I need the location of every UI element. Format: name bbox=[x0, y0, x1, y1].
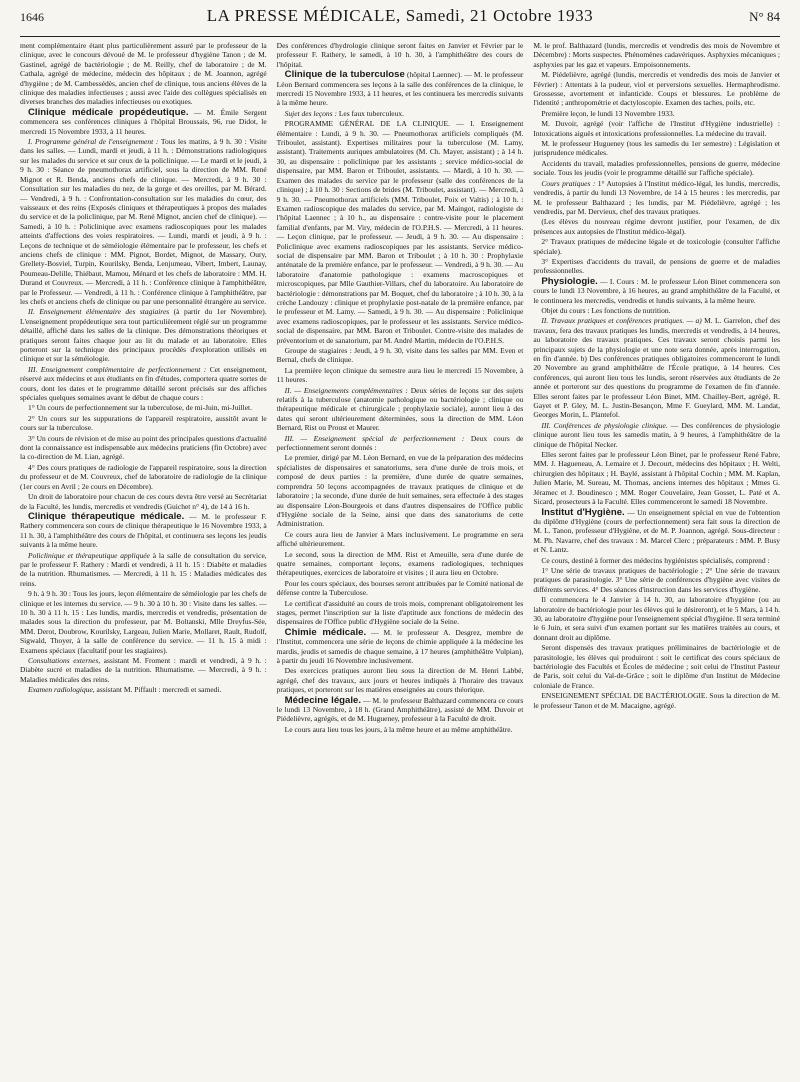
paragraph-text: 2° Travaux pratiques de médecine légale et de toxicologie (consulter l'affiche spéciale). bbox=[533, 237, 781, 256]
section-heading: Clinique de la tuberculose bbox=[284, 69, 405, 81]
body-paragraph bbox=[277, 530, 524, 549]
article-columns bbox=[14, 37, 786, 735]
body-paragraph bbox=[533, 556, 780, 565]
subheading-italic: III. Enseignement complémentaire de perfectionnement : bbox=[28, 364, 207, 374]
body-paragraph bbox=[533, 595, 780, 642]
body-paragraph bbox=[277, 725, 524, 734]
paragraph-text: Le premier, dirigé par M. Léon Bernard, en vue de la préparation des médecins spécialistes de dispensaires et sanatoriums, sera d'une durée de trois mois, et composé de deux parties : la première, d'une durée de quatre semaines, comprendra 50 leçons accompagnées de travaux pratiques de clinique et de laboratoire ; la seconde, d'une durée de huit semaines, sera effectuée à des stages au dispensaire Léon-Bourgeois et dans d'autres dispensaires de l'Office public d'Hygiène sociale de la Seine, ainsi que dans des sanatoriums de cette Administration. bbox=[276, 453, 524, 529]
body-paragraph bbox=[533, 643, 780, 690]
section-heading: Clinique médicale propédeutique. bbox=[28, 106, 189, 118]
paragraph-text: Ce cours aura lieu de Janvier à Mars inclusivement. Le programme en sera affiché ultérieurement. bbox=[276, 529, 524, 549]
body-paragraph bbox=[533, 109, 780, 118]
body-paragraph bbox=[20, 307, 267, 363]
body-paragraph bbox=[533, 119, 780, 138]
paragraph-text: Cet enseignement, réservé aux médecins et aux étudiants en fin d'études, comportera quatre sortes de cours, dont les dates et le programme détaillé seront précisés sur des affiches spéciales quelques semaines avant le début de chaque cours : bbox=[20, 364, 267, 403]
subheading-italic: Policlinique et thérapeutique appliquée bbox=[28, 550, 150, 560]
paragraph-text: M. L. Garrelon, chef des travaux, fera des travaux pratiques les lundis, mercredis et vendredis, à 14 heures, au laboratoire des travaux pratiques. Ces travaux seront choisis parmi les principaux sujets de la physiologie et une note sera donnée, après interrogation, en fin d'année. b) Des conférences pratiques obligatoires commenceront le lundi 20 Novembre au grand amphithéâtre de l'École pratique, à 14 heures. Ces conférences, qui auront lieu tous les lundis, seront réservées aux étudiants de 2e année et porteront sur des questions du programme de l'examen de fin d'année. Elles seront faites par le professeur Léon Binet, MM. Chailley-Bert, agrégé, R. Gayet et P. Gley, M. L. Justin-Besançon, Mme F. Gueylard, MM. M. Landat, Georges Morin, L. Plantefol. bbox=[533, 316, 781, 420]
paragraph-text: Tous les matins, à 9 h. 30 : Visite dans les salles. — Lundi, mardi et jeudi, à 11 h. : Démonstrations radiologiques sur les malades du service et sur ceux de la policlinique. — Le mardi et le jeudi, à 9 h. 30 : Séance de pneumothorax artificiel, sous la direction de MM. René Mignot et R. Benda, anciens chefs de clinique. — Mercredi, à 9 h. 30 : Consultation sur les maladies du nez, de la gorge et des oreilles, par M. Bérard. — Vendredi, à 9 h. : Confrontation-consultation sur les maladies du cœur, des vaisseaux et des reins (Exposés cliniques et thérapeutiques à propos des malades du service et de la policlinique, par M. René Mignot, ancien chef de clinique). — Samedi, à 10 h. : Policlinique avec examens radioscopiques pour les malades atteints d'affections des voies respiratoires. — Lundi, mardi et jeudi, à 9 h. : Leçons de technique et de séméiologie élémentaire par le professeur, les chefs et anciens chefs de clinique : MM. Pignot, Bordet, Mignot, de Massary, Oury, Grellety-Bosviel, Turpin, Kourilsky, Benda, Lenjumeau, Vibert, Imbert, Launay, Poumeau-Delille, Thiébaut, Mamou, Ménard et les chefs de laboratoire : MM. H. Durand et Couvreux. — Mercredi, à 11 h. : Conférence clinique à l'amphithéâtre, par le Professeur. — Vendredi, à 11 h. : Conférence clinique à l'amphithéâtre, par les chefs et anciens chefs de clinique ou par une personnalité étrangère au service. bbox=[20, 137, 267, 306]
body-paragraph bbox=[277, 579, 524, 598]
section-paragraph bbox=[533, 277, 780, 305]
paragraph-text: Il commencera le 4 Janvier à 14 h. 30, au laboratoire d'hygiène (ou au laboratoire de bactériologie pour les élèves qui le désireront), et le 5 Mars, à 14 h. 30, au laboratoire d'hygiène pour l'enseignement spécial d'hygiène. Il sera terminé le 6 Juin, et sera suivi d'un examen portant sur les matières traitées au cours, et donnant droit au diplôme. bbox=[533, 595, 781, 642]
body-paragraph bbox=[277, 41, 524, 69]
paragraph-text: ment complémentaire étant plus particulièrement assuré par le professeur de la clinique, avec le concours dévoué de M. le professeur d'hygiène Tanon ; de M. Gastinel, agrégé de bactériologie ; de M. Reilly, chef de laboratoire ; de M. Cathala, agrégé de médecine, médecin des hôpitaux ; de M. Joannon, agrégé d'hygiène ; de M. Cambessédès, ancien chef de clinique, tous anciens élèves de la clinique des maladies infectieuses ; aussi avec l'aide des collègues spécialisés en diverses branches des maladies infectieuses ou exotiques. bbox=[20, 41, 267, 107]
paragraph-text: — M. Émile Sergent commencera ses conférences cliniques à l'hôpital Broussais, 96, rue Didot, le mercredi 15 Novembre 1933, à 11 heures. bbox=[20, 107, 267, 136]
body-paragraph bbox=[277, 599, 524, 627]
section-heading: Chimie médicale. bbox=[284, 626, 367, 638]
paragraph-text: Ce cours, destiné à former des médecins hygiénistes spécialisés, comprend : bbox=[541, 555, 770, 565]
paragraph-text: Des conférences d'hydrologie clinique seront faites en Janvier et Février par le professeur F. Rathery, le samedi, à 10 h. 30, à l'amphithéâtre des cours de l'hôpital. bbox=[276, 41, 524, 69]
section-heading: Médecine légale. bbox=[284, 694, 362, 706]
body-paragraph bbox=[533, 306, 780, 315]
body-paragraph bbox=[533, 316, 780, 419]
body-paragraph bbox=[20, 551, 267, 589]
paragraph-text: (à partir du 1er Novembre). L'enseignement propédeutique sera tout particulièrement réglé sur un programme détaillé, affiché dans les salles de la clinique. Des démonstrations théoriques et pratiques seront faites chaque jour au lit du malade et au laboratoire. Elles porteront sur la technique des principaux procédés d'exploration utilisés en clinique et sur la séméiologie. bbox=[20, 307, 267, 364]
body-paragraph bbox=[20, 463, 267, 491]
paragraph-text: Un droit de laboratoire pour chacun de ces cours devra être versé au Secrétariat de la Faculté, les lundis, mercredis et vendredis (Guichet n° 4), de 14 à 16 h. bbox=[20, 492, 267, 511]
body-paragraph bbox=[277, 386, 524, 433]
section-paragraph bbox=[277, 696, 524, 724]
body-paragraph bbox=[533, 566, 780, 594]
paragraph-text: PROGRAMME GÉNÉRAL DE LA CLINIQUE. — I. Enseignement élémentaire : Lundi, à 9 h. 30. — Pneumothorax artificiels compliqués (M. Triboulet, assistant). Expertises militaires pour la tuberculose (M. Lamy, assistant). Traitements auriques ambulatoires (M. Ch. Mayer, assistant) ; à 14 h. 30, au dispensaire : policlinique par les assistants ; service médico-social de dispensaire, par MM. Baron et Triboulet, assistants. — Mardi, à 10 h. 30. — Examen des malades du service par le professeur (salle des conférences de la clinique) ; à 10 h. 30 : Sections de brides (M. Triboulet, assistant). — Mercredi, à 9 h. 30. — Pneumothorax artificiels (MM. Triboulet, Poix et Valtis) ; à 10 h. : Examen radioscopique des malades du service, par M. Maingot, radiologiste de l'hôpital Laennec ; à 10 h., au dispensaire : contre-visite pour le placement familial d'enfants, par M. Viry, médecin de l'O.P.H.S. — Mercredi, à 11 heures. — Leçon clinique, par le professeur. — Jeudi, à 9 h. 30. — Au dispensaire : Policlinique avec examens radioscopiques par les assistants. Service médico-social de dispensaire par MM. Baron et Triboulet ; à 10 h. 30 : Prophylaxie anténatale de la première enfance, par le professeur. — Vendredi, à 9 h. 30. — Au laboratoire d'anatomie pathologique : examens macroscopiques et microscopiques, par Mlle Gauthier-Villars, chef du laboratoire. Au laboratoire de bactériologie : démonstrations par M. Boquet, chef du laboratoire ; à 10 h. 30, à la crèche Landouzy : clinique et prophylaxie post-natale de la première enfance, par le professeur et M. Lamy. — Samedi, à 9 h. 30. — Au dispensaire : Policlinique avec examens radioscopiques, par le professeur et les assistants. Service médico-social de dispensaire, par MM. Baron et Triboulet. Contre-visite des malades de préventorium et de sanatorium, par M. André Martin, médecin de l'O.P.H.S. bbox=[276, 119, 524, 345]
body-paragraph bbox=[20, 414, 267, 433]
body-paragraph bbox=[20, 589, 267, 655]
paragraph-text: — Un enseignement spécial en vue de l'obtention du diplôme d'Hygiène (cours de perfectionnement) sera fait sous la direction de M. L. Tanon, professeur d'Hygiène, et de M. P. Joannon, agrégé. Sous-directeur : M. Ph. Navarre, chef des travaux : M. Marcel Clerc ; préparateurs : MM. P. Busy et N. Lantz. bbox=[533, 507, 781, 555]
issue-number: N° 84 bbox=[749, 9, 780, 24]
paragraph-text: M. Duvoir, agrégé (voir l'affiche de l'Institut d'Hygiène industrielle) : Intoxications aiguës et intoxications professionnelles. La médecine du travail. bbox=[533, 119, 781, 138]
paragraph-text: Objet du cours : Les fonctions de nutrition. bbox=[541, 305, 671, 315]
journal-title bbox=[90, 6, 710, 26]
column-left bbox=[20, 41, 267, 735]
section-paragraph bbox=[20, 512, 267, 550]
body-paragraph bbox=[533, 139, 780, 158]
paragraph-text: La première leçon clinique du semestre aura lieu le mercredi 15 Novembre, à 11 heures. bbox=[276, 365, 524, 385]
paragraph-text: Première leçon, le lundi 13 Novembre 1933. bbox=[541, 108, 675, 118]
paragraph-text: 1° Un cours de perfectionnement sur la tuberculose, de mi-Juin, mi-Juillet. bbox=[28, 403, 252, 413]
column-right bbox=[533, 41, 780, 735]
paragraph-text: 9 h. à 9 h. 30 : Tous les jours, leçon élémentaire de séméiologie par les chefs de clinique et les internes du service. — 9 h. 30 à 10 h. 30 : Visite dans les salles. — 10 h. 30 à 11 h. 15 : Les lundis, mardis, mercredis et vendredis, présentation de malades sous la direction du professeur, par M. Boltanski, Mlle Dreyfus-Sée, MM. Derot, Doubrow, Kourilsky, Largeau, Julien Marie, Mollaret, Rault, Rudolf, Sigwald, Thoyer, à la salle de conférence du service. — 11 h. 15 à midi : Examens spéciaux (facultatif pour les stagiaires). bbox=[20, 589, 267, 655]
body-paragraph bbox=[277, 119, 524, 345]
paragraph-text: Pour les cours spéciaux, des bourses seront attribuées par le Comité national de défense contre la Tuberculose. bbox=[276, 578, 524, 598]
subheading-italic: II. — Enseignements complémentaires : bbox=[284, 385, 408, 395]
paragraph-text: Elles seront faites par le professeur Léon Binet, par le professeur René Fabre, MM. J. Hagueneau, A. Lemaire et J. Decourt, médecins des hôpitaux ; H. Welti, chirurgien des hôpitaux ; H. Baylé, assistant à l'hôpital Cochin ; MM. M. Kaplan, Julien Marie, M. Sureau, M. Thomas, anciens internes des hôpitaux ; Mmes G. Jéramec et J. Boudinesco ; MM. Roger Couvelaire, Jean Gosset, L. Paté et A. Sicard, prosecteurs à la Faculté. Elles commenceront le samedi 18 Novembre. bbox=[533, 450, 781, 507]
page-number: 1646 bbox=[20, 10, 44, 24]
body-paragraph bbox=[277, 550, 524, 578]
subheading-italic: II. Travaux pratiques et conférences pratiques. — a) bbox=[541, 316, 702, 326]
section-heading: Physiologie. bbox=[541, 275, 598, 287]
paragraph-text: M. le prof. Balthazard (lundis, mercredis et vendredis des mois de Novembre et Décembre) : Morts suspectes. Phénomènes cadavériques. Asphyxies mécaniques ; asphyxies par les gaz et vapeurs. Empoisonnements. bbox=[533, 41, 781, 69]
section-heading: Clinique thérapeutique médicale. bbox=[28, 510, 185, 522]
body-paragraph bbox=[533, 70, 780, 108]
body-paragraph bbox=[20, 434, 267, 462]
paragraph-text: Seront dispensés des travaux pratiques préliminaires de bactériologie et de parasitologie, les élèves qui produiront : soit le certificat des cours spéciaux de bactériologie des Facultés et Écoles de médecine ; soit celui de l'Institut Pasteur de Paris, soit celui du Val-de-Grâce ; soit le diplôme d'un Institut de Médecine coloniale de France. bbox=[533, 643, 781, 690]
section-paragraph bbox=[277, 628, 524, 666]
subheading-italic: Cours pratiques : bbox=[541, 178, 596, 188]
paragraph-text: 4° Des cours pratiques de radiologie de l'appareil respiratoire, sous la direction du professeur et de M. Couvreux, chef de laboratoire de radiologie de la clinique (1er cours en Avril ; 2e cours en Décembre). bbox=[20, 462, 267, 491]
paragraph-text: Des exercices pratiques auront lieu sous la direction de M. Henri Labbé, agrégé, chef des travaux, aux jours et heures indiqués à l'horaire des travaux pratiques, et porteront sur les matières enseignées au cours théorique. bbox=[276, 666, 524, 695]
paragraph-text: 1° Une série de travaux pratiques de bactériologie ; 2° Une série de travaux pratiques de parasitologie. 3° Une série de conférences d'hygiène avec visites de différents services. 4° Des séances d'instruction dans les services d'hygiène. bbox=[533, 565, 781, 594]
paragraph-text: Deux séries de leçons sur des sujets relatifs à la tuberculose (anatomie pathologique ou bactériologie ; clinique ou thérapeutique médicale et chirurgicale ; prophylaxie sociale), auront lieu à des dates qui seront ultérieurement déterminées, sous la direction de MM. Léon Bernard, Rist ou Proust et Maurer. bbox=[276, 385, 524, 433]
body-paragraph bbox=[533, 257, 780, 276]
paragraph-text: 1° Autopsies à l'Institut médico-légal, les lundis, mercredis, vendredis, à partir du lundi 13 Novembre, de 14 à 15 heures : les mercredis, par M. le professeur Balthazard ; les lundis, par M. Piédelièvre, agrégé ; les vendredis, par M. Dervieux, chef des travaux pratiques. bbox=[533, 178, 781, 216]
body-paragraph bbox=[533, 237, 780, 256]
subheading-italic: II. Enseignement élémentaire des stagiaires bbox=[28, 307, 170, 317]
body-paragraph bbox=[20, 656, 267, 684]
body-paragraph bbox=[277, 434, 524, 453]
paragraph-text: Groupe de stagiaires : Jeudi, à 9 h. 30, visite dans les salles par MM. Even et Bernal, chefs de clinique. bbox=[276, 346, 524, 365]
column-middle bbox=[277, 41, 524, 735]
masthead bbox=[20, 6, 780, 37]
paragraph-text: M. le professeur Hugueney (tous les samedis du 1er semestre) : Législation et jurisprudence médicales. bbox=[533, 139, 781, 158]
section-paragraph bbox=[277, 70, 524, 108]
paragraph-text: assistant M. Piffault : mercredi et samedi. bbox=[94, 685, 222, 695]
paragraph-text: Accidents du travail, maladies professionnelles, pensions de guerre, médecine sociale. Tous les jeudis (voir le programme détaillé sur l'affiche spéciale). bbox=[533, 158, 781, 178]
paragraph-text: — I. Cours : M. le professeur Léon Binet commencera son cours le lundi 13 Novembre, à 16 heures, au grand amphithéâtre de la Faculté, et le continuera les mercredis, vendredis et lundis suivants, à la même heure. bbox=[533, 276, 781, 305]
paragraph-text: Les faux tuberculeux. bbox=[336, 108, 405, 118]
body-paragraph bbox=[20, 41, 267, 107]
paragraph-text: Le cours aura lieu tous les jours, à la même heure et au même amphithéâtre. bbox=[284, 724, 513, 734]
subheading-italic: III. Conférences de physiologie clinique. bbox=[541, 420, 668, 430]
paragraph-text: — Des conférences de physiologie clinique auront lieu tous les samedis matin, à 9 heures, à l'amphithéâtre de la clinique de l'hôpital Necker. bbox=[533, 420, 781, 449]
paragraph-text: — M. le professeur F. Rathery commencera son cours de clinique thérapeutique le 16 Novembre 1933, à 11 h. 30, à l'amphithéâtre des cours de l'hôpital, et continuera ses leçons les jeudis suivants à la même heure. bbox=[20, 511, 267, 550]
body-paragraph bbox=[20, 403, 267, 412]
paragraph-text: 2° Un cours sur les suppurations de l'appareil respiratoire, aussitôt avant le cours sur la tuberculose. bbox=[20, 413, 267, 433]
subheading-italic: Examen radiologique, bbox=[28, 685, 95, 695]
paragraph-text: — M. le professeur Balthazard commencera ce cours le lundi 13 Novembre, à 18 h. (Grand Amphithéâtre), assisté de MM. Duvoir et Piédelièvre, agrégés, et de M. Hugueney, professeur à la Faculté de droit. bbox=[276, 695, 524, 724]
paragraph-text: 3° Un cours de révision et de mise au point des principales questions d'actualité dont la connaissance est indispensable aux médecins praticiens (fin Octobre) avec la co-direction de M. Lian, agrégé. bbox=[20, 433, 267, 462]
paragraph-text: 3° Expertises d'accidents du travail, de pensions de guerre et de maladies professionnelles. bbox=[533, 256, 781, 276]
body-paragraph bbox=[277, 109, 524, 118]
body-paragraph bbox=[277, 453, 524, 528]
subheading-italic: III. — Enseignement spécial de perfectionnement : bbox=[284, 433, 465, 443]
body-paragraph bbox=[20, 137, 267, 306]
paragraph-text: Le certificat d'assiduité au cours de trois mois, comprenant obligatoirement les stages, permet l'inscription sur la liste d'aptitude aux fonctions de médecin des dispensaires de l'Office public d'Hygiène sociale de la Seine. bbox=[276, 598, 524, 627]
paragraph-text: (Les élèves du nouveau régime devront justifier, pour l'examen, de dix présences aux autopsies de l'Institut médico-légal). bbox=[533, 217, 781, 236]
paragraph-text: M. Piédelièvre, agrégé (lundis, mercredis et vendredis des mois de Janvier et Février) : Attentats à la pudeur, viol et perversions sexuelles. Hermaphrodisme. Grossesse, avortement et infanticide. Coups et blessures. Le problème de l'identité ; anthropométrie et dactyloscopie. Examen des taches, poils, etc. bbox=[533, 70, 781, 108]
section-heading: Institut d'Hygiène. bbox=[541, 506, 625, 518]
body-paragraph bbox=[277, 366, 524, 385]
subheading-italic: Sujet des leçons : bbox=[284, 108, 337, 118]
body-paragraph bbox=[277, 346, 524, 365]
journal-name: LA PRESSE MÉDICALE, bbox=[206, 6, 401, 25]
paragraph-text: assistant M. Froment : mardi et vendredi, à 9 h. : Diabète sucré et maladies de la nutrition. Rhumatisme. — Mercredi, à 9 h. : Maladies médicales des reins. bbox=[20, 656, 267, 684]
paragraph-text: Le second, sous la direction de MM. Rist et Ameuille, sera d'une durée de quatre semaines, comportant leçons, examens radiologiques, techniques thérapeutiques, exercices de laboratoire et visites ; il aura lieu en Octobre. bbox=[276, 549, 524, 578]
body-paragraph bbox=[20, 365, 267, 403]
body-paragraph bbox=[533, 691, 780, 710]
issue-date: Samedi, 21 Octobre 1933 bbox=[405, 6, 594, 25]
paragraph-text: Deux cours de perfectionnement seront donnés : bbox=[276, 433, 524, 453]
body-paragraph bbox=[533, 41, 780, 69]
paragraph-text: à la salle de consultation du service, par le professeur F. Rathery : Mardi et vendredi, à 11 h. 15 : Diabète et maladies de la nutrition. Rhumatismes. — Mercredi, à 11 h. 15 : Maladies médicales des reins. bbox=[20, 550, 267, 588]
section-paragraph bbox=[20, 108, 267, 136]
paragraph-text: (hôpital Laennec). — M. le professeur Léon Bernard commencera ses leçons à la salle des conférences de la clinique, le mercredi 15 Novembre 1933, à 11 heures, et les continuera les mercredis suivants à la même heure. bbox=[276, 70, 524, 108]
body-paragraph bbox=[533, 217, 780, 236]
subheading-italic: Consultations externes, bbox=[28, 656, 101, 665]
body-paragraph bbox=[277, 666, 524, 694]
body-paragraph bbox=[533, 421, 780, 449]
body-paragraph bbox=[533, 159, 780, 178]
section-paragraph bbox=[533, 508, 780, 555]
body-paragraph bbox=[20, 492, 267, 511]
paragraph-text: ENSEIGNEMENT SPÉCIAL DE BACTÉRIOLOGIE. Sous la direction de M. le professeur Tanon et de M. Macaigne, agrégé. bbox=[533, 691, 781, 710]
body-paragraph bbox=[533, 450, 780, 506]
paragraph-text: — M. le professeur A. Desgrez, membre de l'Institut, commencera une série de leçons de chimie appliquée à la médecine les mardis, jeudis et samedis de chaque semaine, à 17 heures (amphithéâtre Vulpian), à partir du jeudi 16 Novembre inclusivement. bbox=[276, 627, 524, 665]
body-paragraph bbox=[20, 685, 267, 694]
body-paragraph bbox=[533, 179, 780, 217]
subheading-italic: I. Programme général de l'enseignement : bbox=[28, 137, 159, 147]
